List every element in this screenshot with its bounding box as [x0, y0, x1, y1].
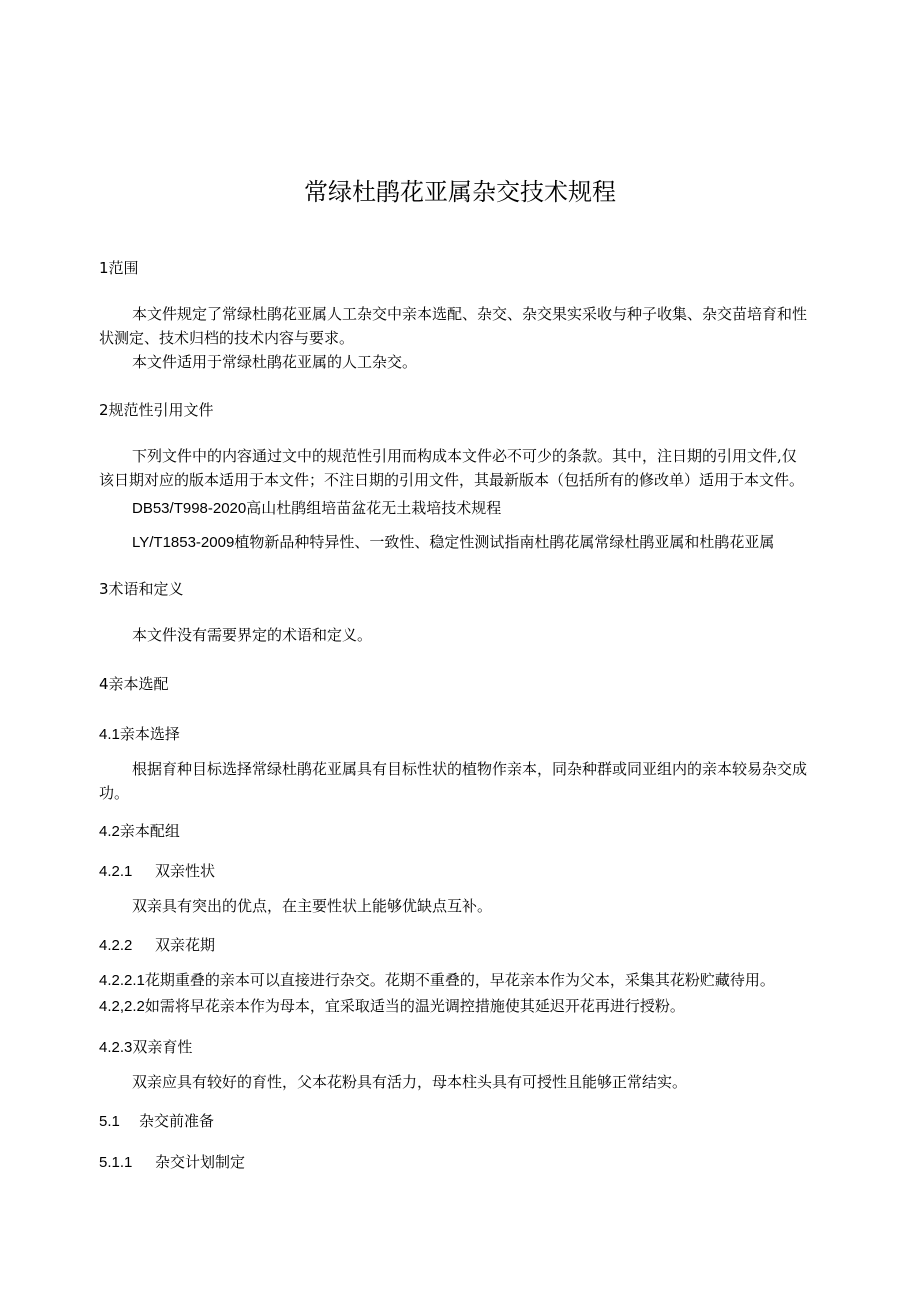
clause-4-2-2-2 [99, 996, 685, 1017]
section-4-2-3-paragraph: 双亲应具有较好的育性，父本花粉具有活力，母本柱头具有可授性且能够正常结实。 [132, 1073, 688, 1091]
section-2-paragraph-line-1: 下列文件中的内容通过文中的规范性引用而构成本文件必不可少的条款。其中，注日期的引用文件,仅 [132, 447, 797, 465]
document-title: 常绿杜鹃花亚属杂交技术规程 [304, 178, 616, 206]
section-5-1-1-title: 杂交计划制定 [155, 1153, 246, 1171]
section-4-2-1-paragraph: 双亲具有突出的优点，在主要性状上能够优缺点互补。 [132, 897, 493, 915]
section-3-paragraph: 本文件没有需要界定的术语和定义。 [132, 626, 373, 644]
reference-2-title: 植物新品种特异性、一致性、稳定性测试指南杜鹃花属常绿杜鹃亚属和杜鹃花亚属 [234, 533, 775, 551]
clause-4-2-2-2-text: 如需将早花亲本作为母本，宜采取适当的温光调控措施使其延迟开花再进行授粉。 [144, 997, 685, 1015]
section-4-2-3-number: 4.2.3 [99, 1039, 133, 1056]
section-4-2-2-number: 4.2.2 [99, 937, 133, 954]
section-5-1-heading [99, 1111, 214, 1132]
clause-4-2-2-1-number: 4.2.2.1 [99, 972, 145, 989]
normative-reference-2 [132, 532, 774, 553]
normative-reference-1 [132, 498, 501, 519]
section-1-paragraph-2: 本文件适用于常绿杜鹃花亚属的人工杂交。 [132, 353, 418, 371]
section-3-heading: 3术语和定义 [99, 580, 184, 598]
reference-1-code: DB53/T998-2020 [132, 500, 247, 517]
section-4-1-number: 4.1 [99, 726, 120, 743]
reference-2-code: LY/T1853-2009 [132, 534, 235, 551]
section-2-paragraph-line-2: 该日期对应的版本适用于本文件；不注日期的引用文件，其最新版本（包括所有的修改单）适用于本文件。 [99, 471, 805, 489]
section-1-paragraph-1-line-2: 状测定、技术归档的技术内容与要求。 [99, 329, 355, 347]
section-4-1-paragraph-line-1: 根据育种目标选择常绿杜鹃花亚属具有目标性状的植物作亲本，同杂种群或同亚组内的亲本较易杂交成 [132, 760, 808, 778]
clause-4-2-2-2-number: 4.2,2.2 [99, 998, 145, 1015]
section-2-heading: 2规范性引用文件 [99, 401, 214, 419]
clause-4-2-2-1-text: 花期重叠的亲本可以直接进行杂交。花期不重叠的，早花亲本作为父本，采集其花粉贮藏待用。 [144, 971, 775, 989]
section-1-heading: 1范围 [99, 259, 139, 277]
section-4-1-title: 亲本选择 [119, 725, 180, 743]
section-5-1-1-number: 5.1.1 [99, 1154, 133, 1171]
section-4-heading: 4亲本选配 [99, 675, 169, 693]
section-4-2-heading [99, 821, 180, 842]
section-4-2-3-title: 双亲育性 [132, 1038, 193, 1056]
section-5-1-title: 杂交前准备 [139, 1112, 215, 1130]
section-4-2-2-title: 双亲花期 [155, 936, 216, 954]
reference-1-title: 高山杜鹃组培苗盆花无土栽培技术规程 [246, 499, 502, 517]
section-4-2-title: 亲本配组 [119, 822, 180, 840]
section-4-2-3-heading [99, 1037, 192, 1058]
section-4-2-1-number: 4.2.1 [99, 863, 133, 880]
section-4-2-2-heading [99, 935, 215, 956]
section-4-2-number: 4.2 [99, 823, 120, 840]
section-4-1-heading [99, 724, 180, 745]
section-1-paragraph-1-line-1: 本文件规定了常绿杜鹃花亚属人工杂交中亲本选配、杂交、杂交果实采收与种子收集、杂交苗培育和性 [132, 305, 808, 323]
section-4-2-1-title: 双亲性状 [155, 862, 216, 880]
clause-4-2-2-1 [99, 970, 775, 991]
section-5-1-1-heading [99, 1152, 245, 1173]
section-4-2-1-heading [99, 861, 215, 882]
section-5-1-number: 5.1 [99, 1113, 120, 1130]
section-4-1-paragraph-line-2: 功。 [99, 784, 130, 802]
